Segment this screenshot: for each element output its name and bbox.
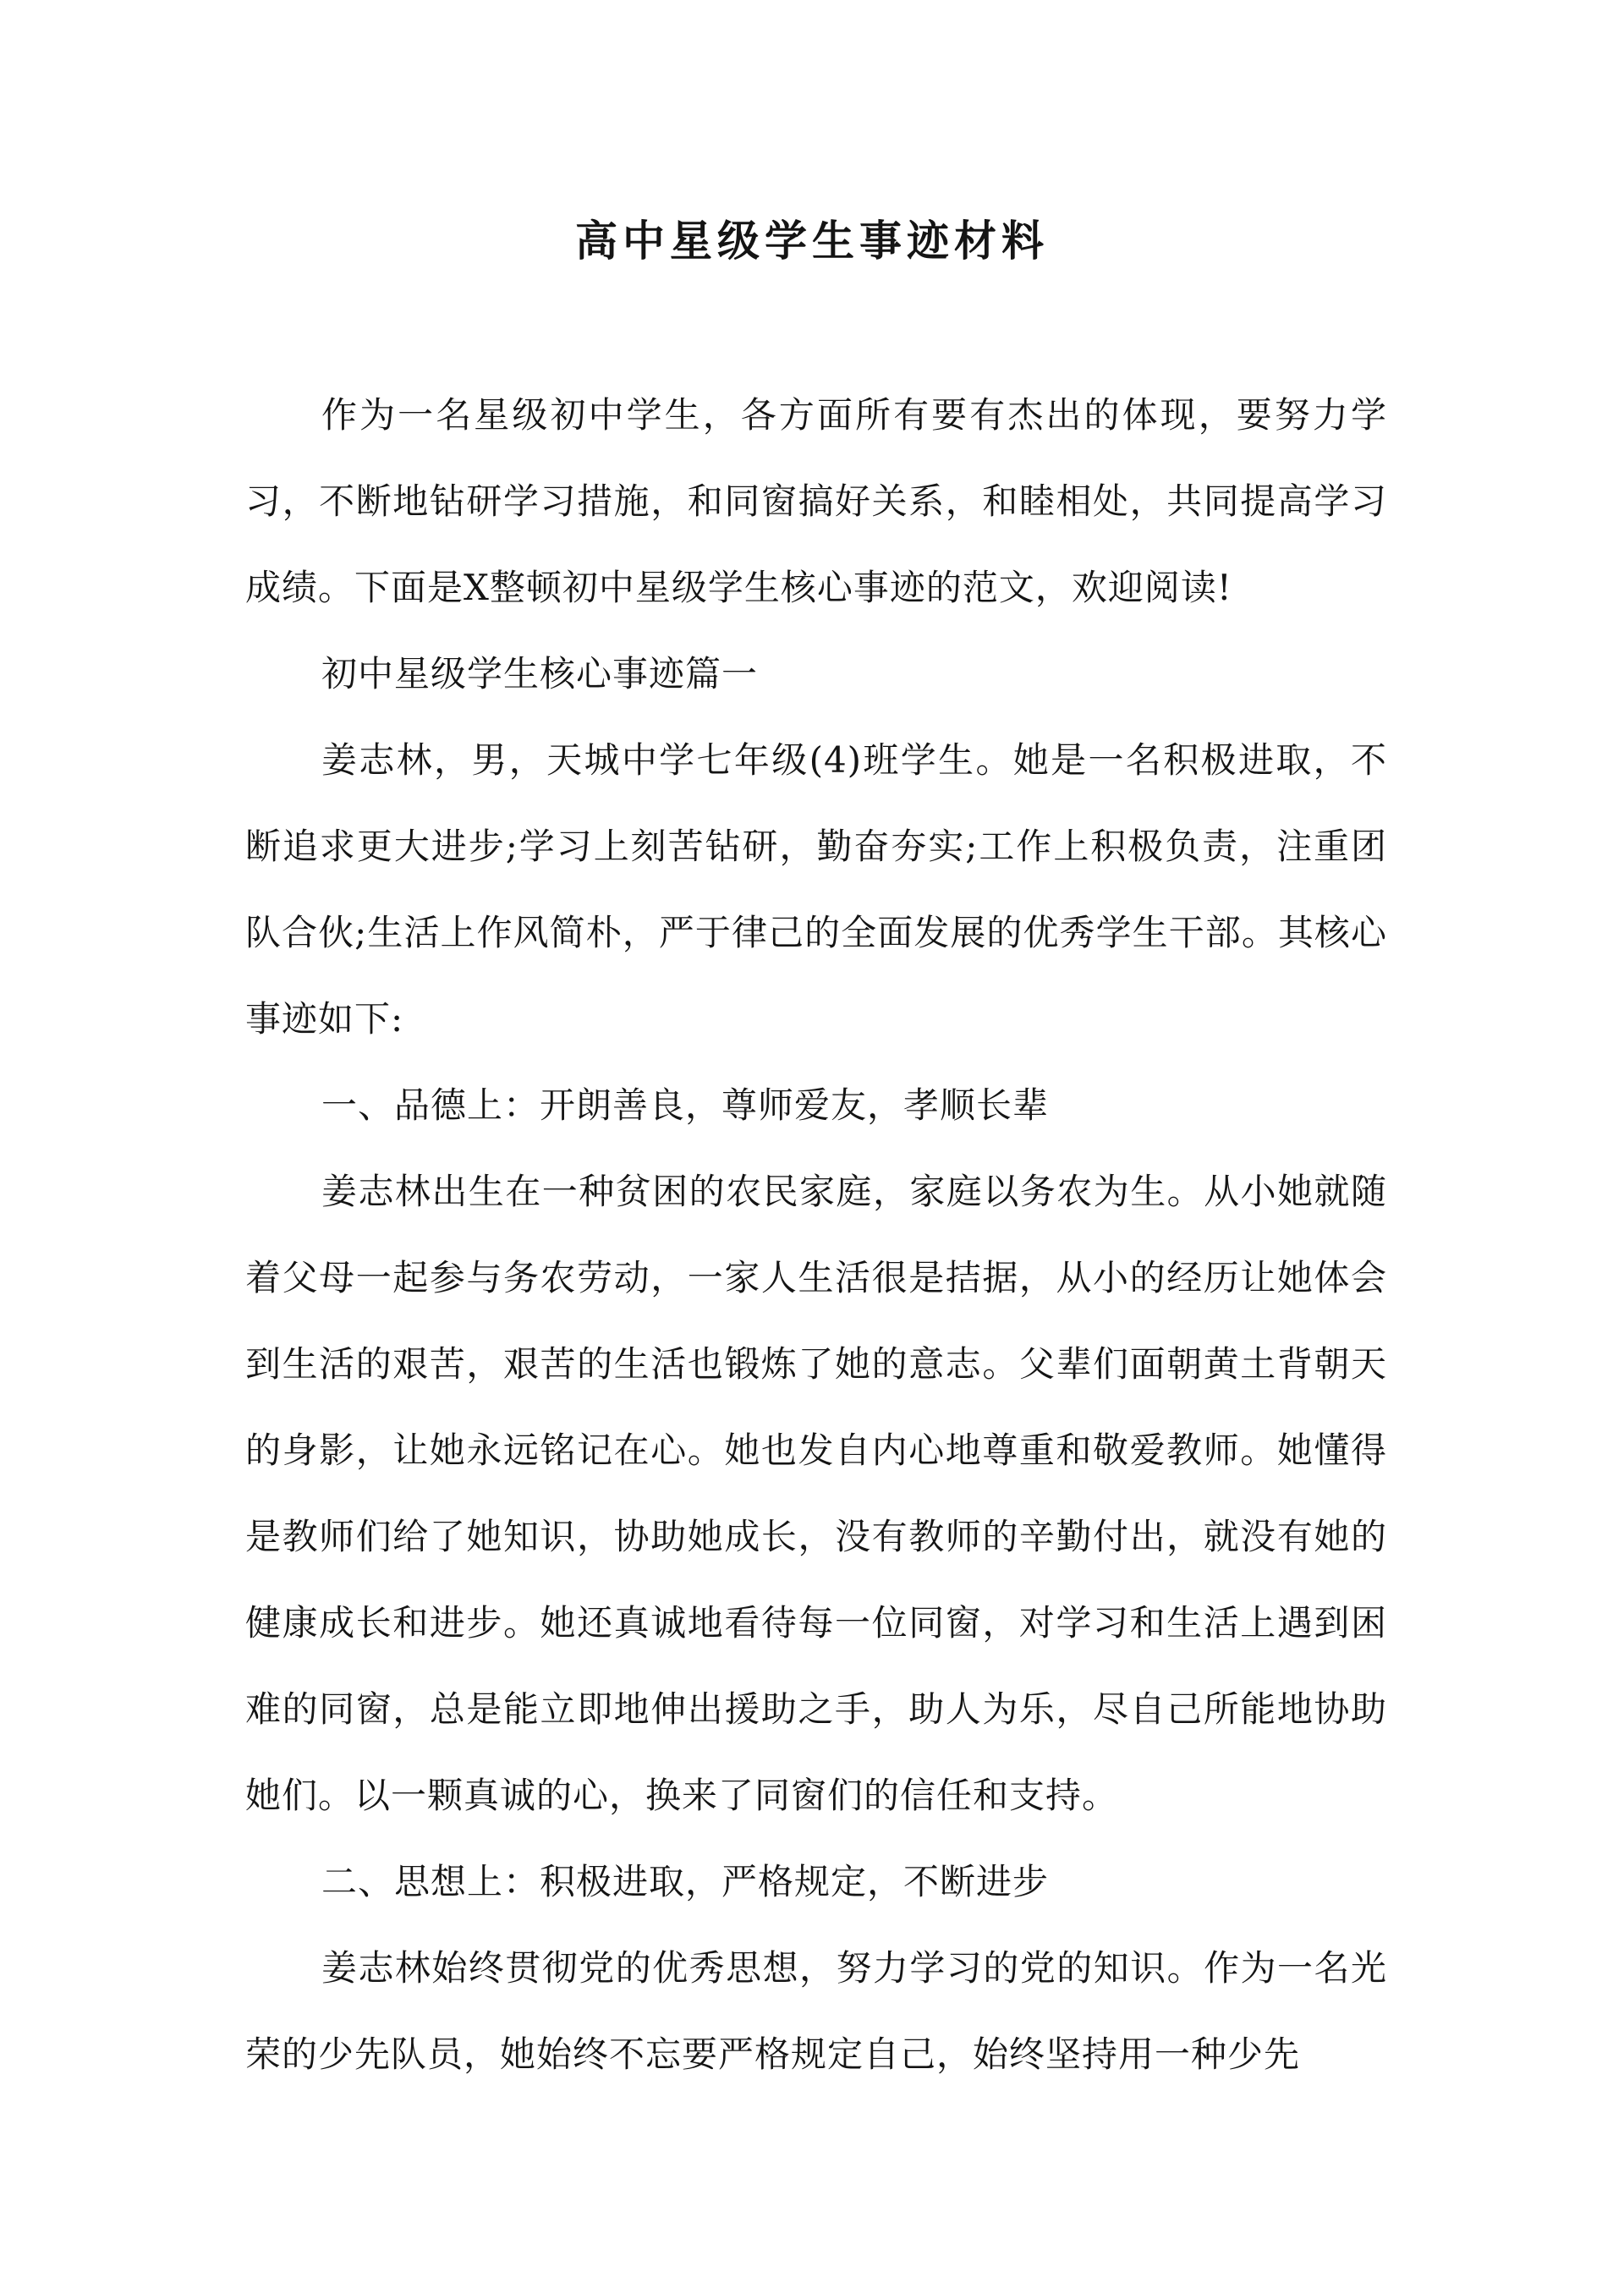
subheading-thought: 二、思想上：积极进取，严格规定，不断进步	[321, 1861, 1050, 1902]
document-body	[245, 372, 1387, 2098]
profile-paragraph: 姜志林，男，天城中学七年级(4)班学生。她是一名积极进取，不断追求更大进步;学习上刻苦钻研，勤奋夯实;工作上积极负责，注重团队合伙;生活上作风简朴，严于律己的全面发展的优秀学生干部。其核心事迹如下:	[245, 739, 1387, 1040]
thought-paragraph: 姜志林始终贯彻党的优秀思想，努力学习的党的知识。作为一名光荣的少先队员，她始终不忘要严格规定自己，始终坚持用一种少先	[245, 1947, 1387, 2075]
section-heading: 初中星级学生核心事迹篇一	[321, 653, 759, 694]
document-title: 高中星级学生事迹材料	[575, 216, 1049, 266]
moral-paragraph: 姜志林出生在一种贫困的农民家庭，家庭以务农为生。从小她就随着父母一起参与务农劳动，一家人生活很是拮据，从小的经历让她体会到生活的艰苦，艰苦的生活也锻炼了她的意志。父辈们面朝黄土背朝天的身影，让她永远铭记在心。她也发自内心地尊重和敬爱教师。她懂得是教师们给了她知识，协助她成长，没有教师的辛勤付出，就没有她的健康成长和进步。她还真诚地看待每一位同窗，对学习和生活上遇到困难的同窗，总是能立即地伸出援助之手，助人为乐，尽自己所能地协助她们。以一颗真诚的心，换来了同窗们的信任和支持。	[245, 1171, 1387, 1816]
subheading-moral: 一、品德上：开朗善良，尊师爱友，孝顺长辈	[321, 1084, 1050, 1126]
intro-paragraph: 作为一名星级初中学生，各方面所有要有杰出的体现，要努力学习，不断地钻研学习措施，和同窗搞好关系，和睦相处，共同提高学习成绩。下面是X整顿初中星级学生核心事迹的范文，欢迎阅读!	[245, 394, 1387, 608]
